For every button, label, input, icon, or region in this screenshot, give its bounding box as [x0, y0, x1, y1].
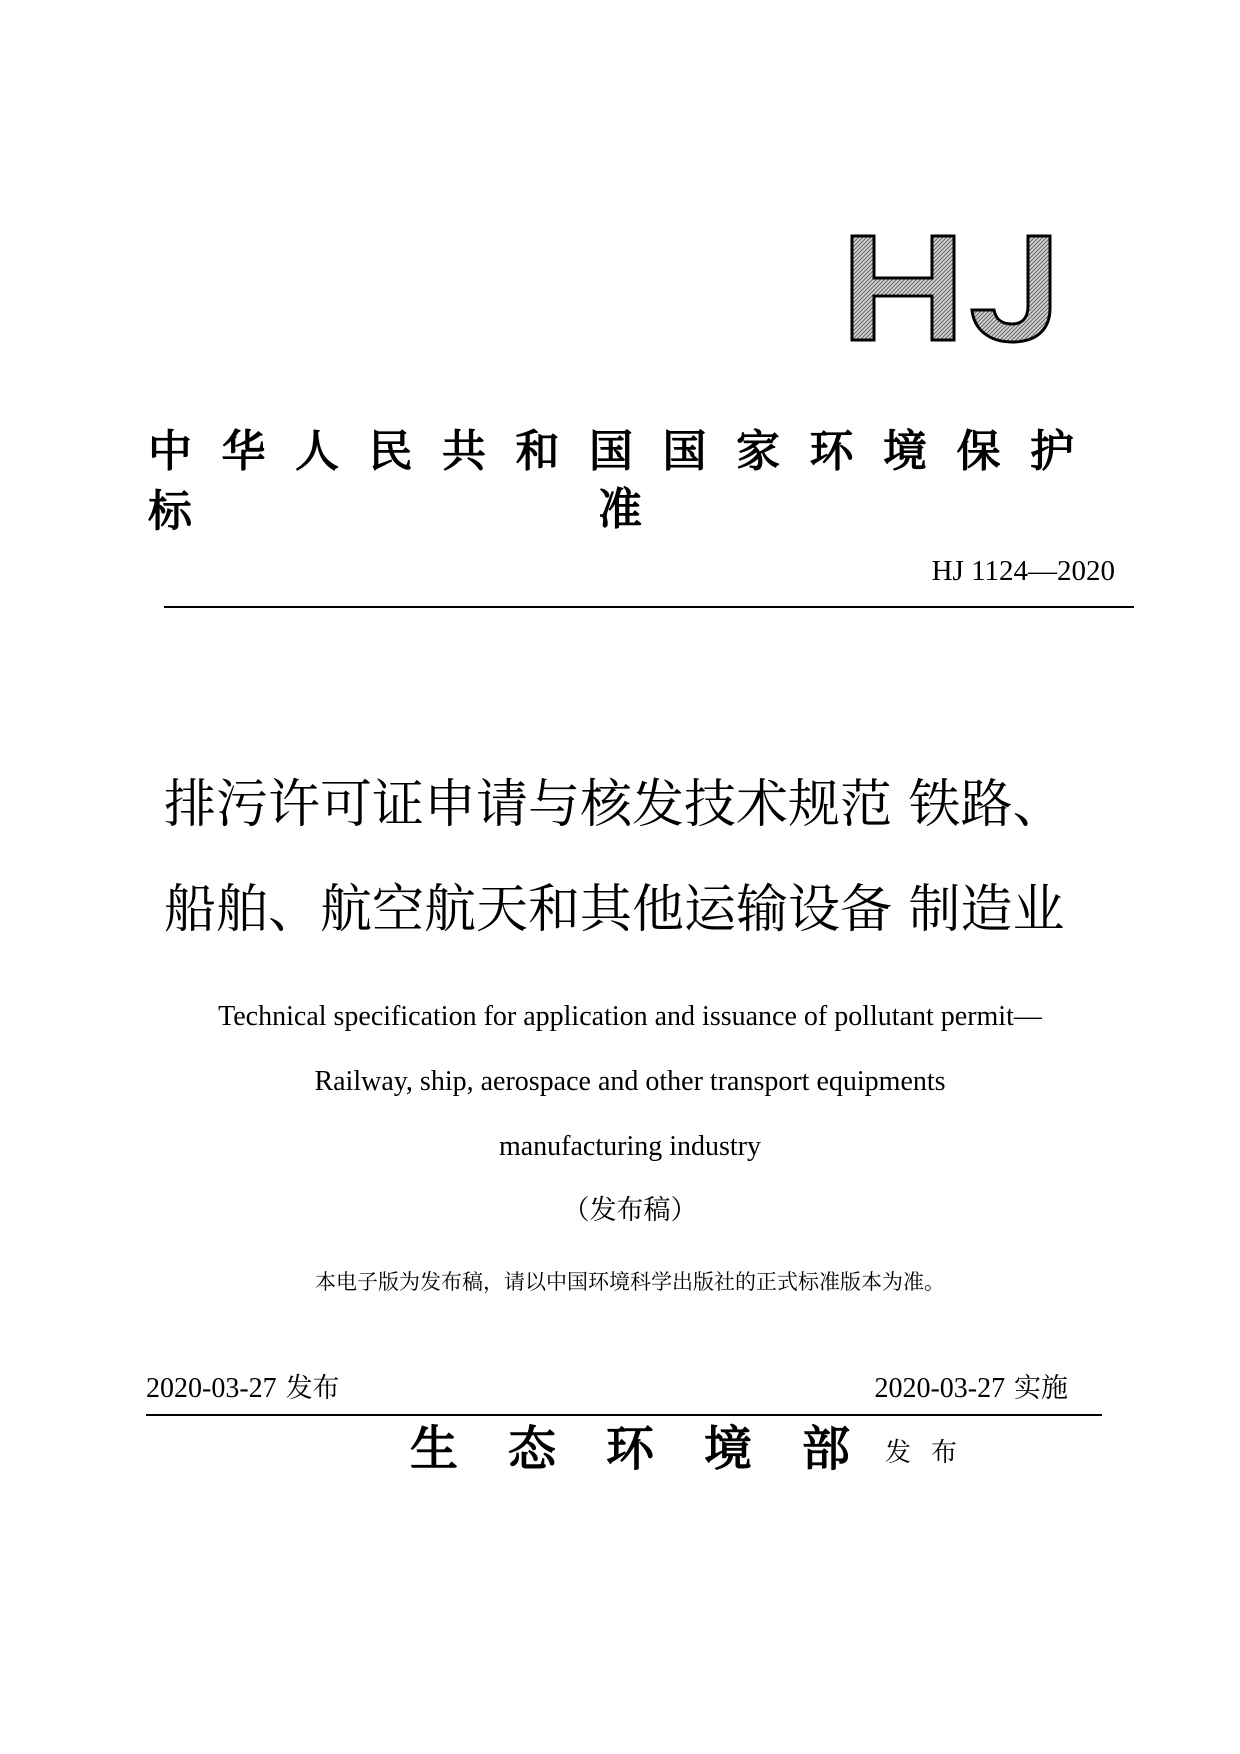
standard-category: 中华人民共和国国家环境保护标: [148, 426, 1100, 537]
publisher-suffix: 发布: [885, 1438, 978, 1468]
title-cn-line-1: 排污许可证申请与核发技术规范 铁路、: [164, 775, 1065, 835]
publisher: 生态环境部: [410, 1421, 901, 1477]
edition-notice: 本电子版为发布稿，请以中国环境科学出版社的正式标准版本为准。: [315, 1270, 945, 1294]
title-cn-line-2: 船舶、航空航天和其他运输设备 制造业: [164, 880, 1065, 940]
standard-category-tail: 准: [598, 484, 642, 535]
title-en-line-3: manufacturing industry: [498, 1131, 762, 1162]
effective-label: 实施: [1014, 1373, 1068, 1404]
header-divider: [164, 606, 1134, 608]
issue-date-block: [146, 1370, 340, 1407]
issue-label: 发布: [285, 1373, 340, 1404]
standard-number: HJ 1124—2020: [931, 555, 1115, 587]
hj-logo: [848, 232, 1064, 344]
effective-date-block: [874, 1370, 1068, 1407]
draft-label: （发布稿）: [562, 1195, 698, 1226]
effective-date: 2020-03-27: [874, 1373, 1006, 1404]
title-en-line-1: Technical specification for application and issuance of pollutant permit—: [218, 1001, 1042, 1032]
title-en-line-2: Railway, ship, aerospace and other transport equipments: [314, 1066, 946, 1097]
footer-divider: [146, 1414, 1102, 1416]
issue-date: 2020-03-27: [146, 1373, 277, 1404]
